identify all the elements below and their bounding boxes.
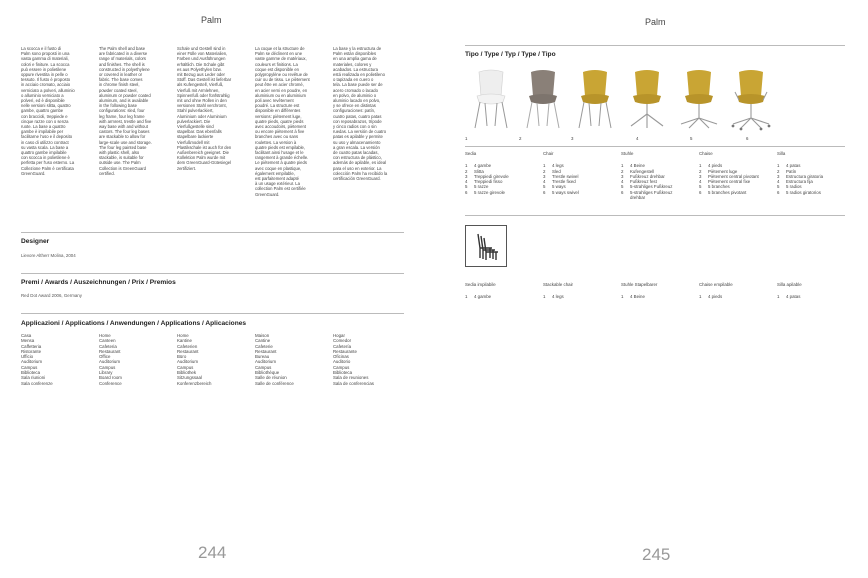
column-header: Chaise <box>699 151 713 156</box>
column-header: Silla <box>777 151 786 156</box>
applications-list-it <box>21 333 53 386</box>
list-item: 2 Slitta <box>465 168 484 174</box>
list-item: 3 Trestle swivel <box>543 173 579 179</box>
grey-four-leg-chair-icon <box>517 66 569 132</box>
chair-number: 1 <box>465 136 468 141</box>
stacking-column-it <box>465 282 540 300</box>
list-item: 6 5 ways swivel <box>543 189 579 195</box>
list-item: Cafeteria <box>99 343 117 349</box>
list-item: Sala conferenze <box>21 380 53 386</box>
list-item: Home <box>99 333 111 338</box>
applications-list-es <box>333 333 374 386</box>
page-title: Palm <box>645 17 666 27</box>
list-item: 5 5 branches <box>699 184 730 190</box>
list-item: Auditorio <box>333 359 351 365</box>
list-item: 2 Sled <box>543 168 561 174</box>
applications-list-en <box>99 333 122 386</box>
divider <box>465 45 845 46</box>
list-item: 6 5 razze girevole <box>465 189 505 195</box>
list-item: Sala de conferencias <box>333 380 375 386</box>
list-item: Restaurant <box>99 348 121 354</box>
list-item: Office <box>99 354 111 360</box>
list-item: 2 Patín <box>777 168 797 174</box>
page-title: Palm <box>201 15 222 25</box>
list-item: Restaurante <box>333 348 357 354</box>
column-header: Chaise empilable <box>699 282 733 287</box>
divider <box>465 146 845 147</box>
list-item: Home <box>177 333 189 338</box>
list-item: Cafeterien <box>177 343 198 349</box>
list-item: Ufficio <box>21 354 34 360</box>
description-it: La scocca e il fusto di Palm sono proposti in una vasta gamma di materiali, colori e finiture. La scocca può essere in polietilene oppure rivestita in pelle o tessuto. Il fusto è proposto in acciaio cromato, acciaio verniciato a polveri, alluminio o alluminio verniciato a polveri, ed è disponibile nelle versioni slitta, quattro gambe, quattro gambe con braccioli, treppiede e cinque razze con o senza ruote. La base a quattro gambe è impilabile per facilitarne l'uso e il deposito in caso di utilizzo contract su vasta scala. La base a quattro gambe impilabile con scocca in polietilene è perfetta per l'uso esterno. La Collezione Palm è certificata GreenGuard. <box>21 46 75 176</box>
applications-list-de <box>177 333 211 386</box>
awards-heading: Premi / Awards / Auszeichnungen / Prix / Premios <box>21 279 176 286</box>
description-es: La base y la estructura de Palm están disponibles en una amplia gama de materiales, colores y acabados. La estructura está realizada en polietileno o tapizada en cuero o tela. La base puede ser de acero cromado o lacado en polvo, de aluminio o aluminio lacado en polvo, y se ofrece en distintas configuraciones: patín, cuatro patas, cuatro patas con reposabrazos, trípode y cinco radios con o sin ruedas. La versión de cuatro patas es apilable y permite su uso y almacenamiento a gran escala. La versión de cuatro patas lacadas, con estructura de plástico, además de apilable, es ideal para el uso en exterior. La colección Palm ha recibido la certificación GreenGuard. <box>333 46 388 182</box>
list-item: 4 Piètement central fixe <box>699 179 751 185</box>
list-item: 1 4 patas <box>777 294 801 300</box>
types-heading: Tipo / Type / Typ / Type / Tipo <box>465 51 556 58</box>
list-item: Maison <box>255 333 270 338</box>
list-item: 1 4 patas <box>777 163 801 169</box>
list-item: 1 4 Beine <box>621 294 645 300</box>
list-item: Auditorium <box>21 359 42 365</box>
list-item: 1 4 pieds <box>699 163 723 169</box>
white-plastic-sled-chair-icon <box>465 66 517 132</box>
type-column-en <box>543 151 618 195</box>
list-item: Bibliothek <box>177 370 197 376</box>
list-item: 3 Estructura giratoria <box>777 173 824 179</box>
list-item: Konferenzbereich <box>177 380 212 386</box>
list-item: Biblioteca <box>333 370 353 376</box>
list-item: 3 Treppiedi girevole <box>465 173 509 179</box>
list-item: 1 4 pieds <box>699 294 723 300</box>
list-item: Campus <box>177 364 194 370</box>
column-header: Stuhle Stapelbarer <box>621 282 658 287</box>
list-item: 4 Trestle fixed <box>543 179 576 185</box>
list-item: Board room <box>99 375 122 381</box>
divider <box>21 232 404 233</box>
applications-heading: Applicazioni / Applications / Anwendungen / Applications / Aplicaciones <box>21 320 247 327</box>
page-number: 244 <box>198 543 227 562</box>
awards-text: Red Dot Award 2006, Germany <box>21 293 82 298</box>
list-item: Canteen <box>99 338 116 344</box>
column-header: Chair <box>543 151 554 156</box>
list-item: Campus <box>99 364 116 370</box>
list-item: Auditorium <box>177 359 198 365</box>
list-item: Oficinas <box>333 354 349 360</box>
designer-name: Lievore Altherr Molina, 2004 <box>21 253 76 258</box>
list-item: 5 5 ways <box>543 184 566 190</box>
left-page <box>0 0 420 578</box>
list-item: 1 4 legs <box>543 163 564 169</box>
list-item: 6 5 branches pivotant <box>699 189 747 195</box>
description-fr: La coque et la structure de Palm se déclinent en une vaste gamme de matériaux, couleurs et finitions. La coque est disponible en polypropylène ou revêtue de cuir ou de tissu. Le piètement peut être en acier chromé, en acier verni en poudre, en aluminium ou en aluminium poli avec revêtement poudré. La structure est disponible en différentes versions: piètement luge, quatre pieds, quatre pieds avec accoudoirs, piètement ou encore piètement à five branches avec ou sans roulettes. La version à quatre pieds est empilable, facilitant ainsi l'usage et le rangement à grande échelle. Le piètement à quatre pieds avec coque en plastique, également empilable, est parfaitement adapté à un usage extérieur. La collection Palm est certifiée GreenGuard. <box>255 46 310 197</box>
list-item: Sitzungssaal <box>177 375 202 381</box>
yellow-five-way-chair-icon <box>673 66 725 132</box>
list-item: 3 Fußkreuz drehbar <box>621 173 665 179</box>
chair-number: 3 <box>571 136 574 141</box>
stacking-column-de <box>621 282 696 300</box>
list-item: 2 Kufengestell <box>621 168 655 174</box>
designer-heading: Designer <box>21 238 50 245</box>
divider <box>21 313 404 314</box>
list-item: Bibliothèque <box>255 370 280 376</box>
list-item: Sala riunioni <box>21 375 46 381</box>
list-item: Restaurant <box>255 348 277 354</box>
list-item: 1 4 gambe <box>465 163 492 169</box>
list-item: Auditorium <box>255 359 276 365</box>
stacking-column-es <box>777 282 847 300</box>
list-item: Auditorium <box>99 359 120 365</box>
chair-number: 4 <box>636 136 639 141</box>
divider <box>465 215 845 216</box>
chair-number: 6 <box>746 136 749 141</box>
column-header: Sedia impilabile <box>465 282 496 287</box>
list-item: Biblioteca <box>21 370 41 376</box>
stacked-chairs-icon <box>465 225 507 267</box>
list-item: Caffetteria <box>21 343 42 349</box>
type-column-it <box>465 151 540 195</box>
list-item: Salle de réunion <box>255 375 287 381</box>
yellow-four-leg-chair-icon <box>569 66 621 132</box>
page-number: 245 <box>642 545 671 564</box>
list-item: 5 5-strahliges Fußkreuz <box>621 184 673 190</box>
list-item: Campus <box>333 364 350 370</box>
description-de: Schale und Gestell sind in einer Fülle von Materialien, Farben und Ausführungen erhältlich. Die Schale gibt es aus Polyethylen bzw. mit Bezug aus Leder oder Stoff. Das Gestell ist lieferbar als Kufengestell, Vierfuß, Vierfuß mit Armlehnen, Spinnenfuß oder fünfstrahlig mit und ohne Rollen in den versionen Stahl verchromt, Stahl pulverlackiert, Aluminium oder Aluminium pulverlackiert. Die Vierfußgestelle sind stapelbar. Das ebenfalls stapelbare lackierte Vierfußmodell mit Plastikschale ist auch für den Außenbereich geeignet. Die Kollektion Palm wurde mit dem GreenGuard-Gütesiegel zertifiziert. <box>177 46 232 171</box>
list-item: 6 5-strahliges Fußkreuz drehbar <box>621 189 673 201</box>
type-column-es <box>777 151 847 195</box>
list-item: 5 5 razze <box>465 184 489 190</box>
chair-number: 5 <box>690 136 693 141</box>
column-header: Stuhle <box>621 151 634 156</box>
list-item: Büro <box>177 354 187 360</box>
list-item: 5 5 radios <box>777 184 802 190</box>
list-item: Hogar <box>333 333 345 338</box>
description-en: The Palm shell and base are fabricated in a diverse range of materials, colors and finishes. The shell is constructed in polyethylene or covered in leather or fabric. The base comes in chrome finish steel, powder coated steel, aluminum or powder coated aluminum, and is available in the following base configurations: sled, four leg frame, four leg frame with armrest, trestle and five way base with and without castors. The four leg bases are stackable to allow for large-scale use and storage. The four leg painted base with plastic shell, also stackable, is suitable for outside use. The Palm Collection is GreenGuard certified. <box>99 46 152 176</box>
list-item: 6 5 radios giratorios <box>777 189 821 195</box>
list-item: Restaurant <box>177 348 199 354</box>
yellow-trestle-chair-icon <box>621 66 673 132</box>
list-item: Ristorante <box>21 348 42 354</box>
list-item: 1 4 legs <box>543 294 564 300</box>
list-item: 2 Piètement luge <box>699 168 738 174</box>
column-header: Sedia <box>465 151 477 156</box>
list-item: Campus <box>21 364 38 370</box>
list-item: 3 Piètement central pivotant <box>699 173 759 179</box>
list-item: Cantine <box>255 338 271 344</box>
right-page <box>440 0 868 578</box>
list-item: Kantine <box>177 338 192 344</box>
list-item: Conference <box>99 380 122 386</box>
list-item: Salle de conférence <box>255 380 294 386</box>
chair-number: 2 <box>519 136 522 141</box>
list-item: Comedor <box>333 338 352 344</box>
list-item: 4 Fußkreuz fest <box>621 179 657 185</box>
stacking-column-fr <box>699 282 774 300</box>
list-item: Sala de reuniones <box>333 375 369 381</box>
column-header: Stackable chair <box>543 282 574 287</box>
list-item: Bureau <box>255 354 270 360</box>
list-item: Casa <box>21 333 32 338</box>
stacking-column-en <box>543 282 618 300</box>
list-item: 4 Treppiedi fisso <box>465 179 503 185</box>
applications-list-fr <box>255 333 294 386</box>
list-item: 1 4 gambe <box>465 294 492 300</box>
list-item: Library <box>99 370 113 376</box>
yellow-five-way-swivel-chair-icon <box>725 66 777 132</box>
column-header: Silla apilable <box>777 282 802 287</box>
list-item: Mensa <box>21 338 35 344</box>
divider <box>21 273 404 274</box>
list-item: 1 4 Beine <box>621 163 645 169</box>
list-item: 4 Estructura fija <box>777 179 813 185</box>
type-column-de <box>621 151 696 200</box>
type-column-fr <box>699 151 774 195</box>
list-item: Cafeterie <box>255 343 273 349</box>
list-item: Cafetería <box>333 343 352 349</box>
list-item: Campus <box>255 364 272 370</box>
